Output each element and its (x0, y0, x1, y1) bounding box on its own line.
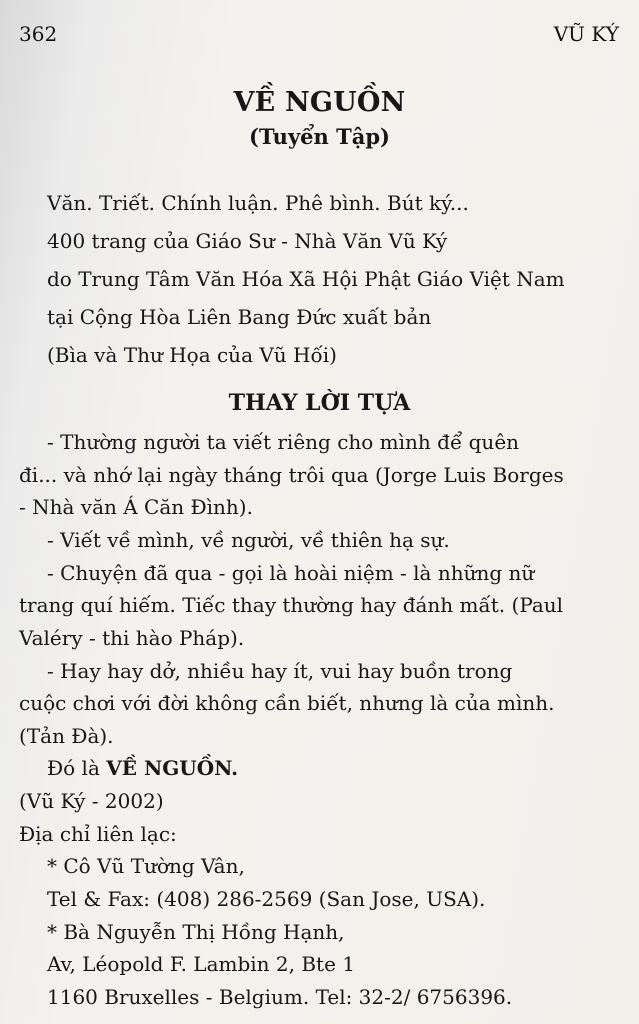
preface-line: (Tản Đà). (19, 724, 114, 748)
preface-line: trang quí hiếm. Tiếc thay thường hay đánh mất. (Paul (19, 593, 564, 617)
preface-line: cuộc chơi với đời không cần biết, nhưng là của mình. (19, 691, 555, 715)
intro-line: do Trung Tâm Văn Hóa Xã Hội Phật Giáo Việt Nam (47, 267, 565, 291)
contact-line: Av, Léopold F. Lambin 2, Bte 1 (47, 952, 356, 976)
contact-line: 1160 Bruxelles - Belgium. Tel: 32-2/ 6756396. (47, 985, 513, 1009)
page-title: VỀ NGUỒN (233, 87, 406, 118)
closing-title: VỀ NGUỒN. (106, 756, 239, 780)
preface-line: - Nhà văn Á Căn Đình). (19, 495, 253, 519)
page-number: 362 (19, 22, 58, 46)
preface-line: đi... và nhớ lại ngày tháng trôi qua (Jorge Luis Borges (19, 463, 564, 487)
page-subtitle: (Tuyển Tập) (249, 124, 390, 149)
contact-line: * Bà Nguyễn Thị Hồng Hạnh, (47, 920, 345, 944)
closing-line (47, 756, 238, 780)
closing-date: (Vũ Ký - 2002) (19, 789, 164, 813)
preface-line: Valéry - thi hào Pháp). (19, 626, 245, 650)
running-header-author: VŨ KÝ (553, 22, 619, 46)
intro-line: tại Cộng Hòa Liên Bang Đức xuất bản (47, 305, 432, 329)
contact-line: * Cô Vũ Tường Vân, (47, 854, 245, 878)
preface-line: - Hay hay dở, nhiều hay ít, vui hay buồn trong (47, 659, 513, 683)
intro-line: Văn. Triết. Chính luận. Phê bình. Bút ký... (47, 191, 469, 215)
preface-line: - Viết về mình, về người, về thiên hạ sự. (47, 528, 450, 552)
preface-line: - Thường người ta viết riêng cho mình để quên (47, 430, 520, 454)
intro-line: (Bìa và Thư Họa của Vũ Hối) (47, 343, 337, 367)
section-heading: THAY LỜI TỰA (228, 390, 411, 416)
intro-line: 400 trang của Giáo Sư - Nhà Văn Vũ Ký (47, 229, 448, 253)
contact-heading: Địa chỉ liên lạc: (19, 822, 177, 846)
contact-line: Tel & Fax: (408) 286-2569 (San Jose, USA). (47, 887, 486, 911)
preface-line: - Chuyện đã qua - gọi là hoài niệm - là những nữ (47, 561, 535, 585)
closing-prefix: Đó là (47, 756, 107, 780)
